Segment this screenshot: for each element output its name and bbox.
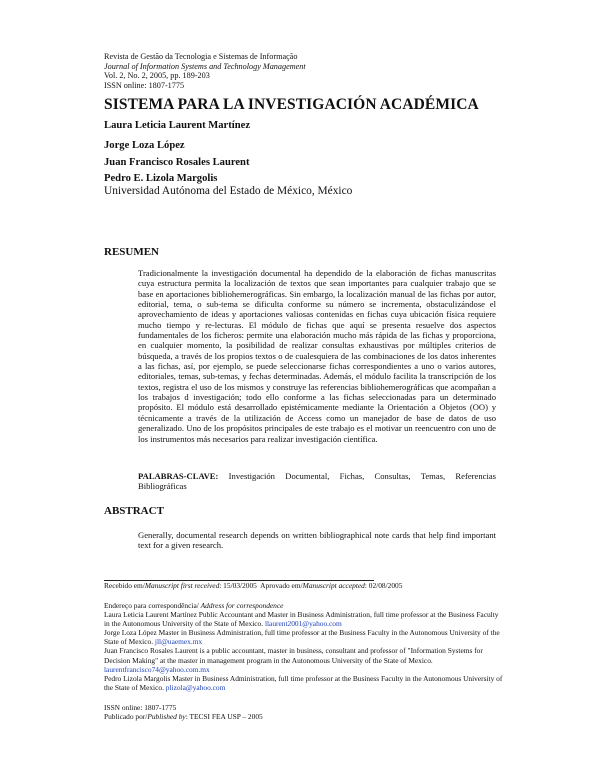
email-link[interactable]: plizola@yahoo.com <box>165 682 226 692</box>
published-by <box>104 712 504 721</box>
author-note-text: Pedro Lizola Margolis Master in Business Administration, full time professor at the Business Faculty in the Autonomous University of the State of Mexico. <box>104 673 503 692</box>
email-link[interactable]: laurentfrancisco74@yahoo.com.mx <box>104 664 210 674</box>
received-date: : 15/03/2005 <box>219 581 257 590</box>
resumen-text: Tradicionalmente la investigación documental ha dependido de la elaboración de fichas manuscritas cuya estructura permita la localización de textos que sean importantes para cualquier trabajo que se base en aportaciones bibliohemerográficas. Sin embargo, la localización manual de las fichas por autor, editorial, tema, o sub-tema se dificulta conforme su número se incrementa, obstaculizándose el aprovechamiento de ideas y aportaciones valiosas contenidas en fichas cuya ubicación física requiere mucho tiempo y re-lecturas. El módulo de fichas que aquí se presenta resuelve dos aspectos fundamentales de los ficheros: permite una elaboración mucho más rápida de las fichas y proporciona, en cualquier momento, la posibilidad de realizar consultas exhaustivas por múltiples criterios de búsqueda, a través de los propios textos o de cualesquiera de las combinaciones de los datos inherentes a las fichas, así, por ejemplo, se puede seleccionarse fichas correspondientes a uno o varios autores, editoriales, temas, sub-temas, y fechas determinadas. Además, el módulo facilita la transcripción de los textos, registra el uso de los mismos y construye las referencias bibliohemerográficas que acompañan a los trabajos d investigación; todo ello conforme a las fichas seleccionadas para un determinado propósito. El módulo está desarrollado epistémicamente mediante la Orientación a Objetos (OO) y técnicamente a través de la utilización de Access como un manejador de base de datos de uso generalizado. Uno de los propósitos principales de este trabajo es el motivar un reencuentro con uno de los instrumentos más necesarios para realizar investigación científica. <box>138 268 496 444</box>
keywords-list: Investigación Documental, Fichas, Consultas, Temas, Referencias Bibliográficas <box>138 471 496 492</box>
author-name: Juan Francisco Rosales Laurent <box>104 157 250 168</box>
resumen-heading: RESUMEN <box>104 246 160 258</box>
correspondence-block <box>104 601 504 692</box>
accepted-label: Aprovado em/ <box>260 581 303 590</box>
journal-header <box>104 52 306 90</box>
author-note <box>104 646 504 673</box>
affiliation: Universidad Autónoma del Estado de México, México <box>104 185 353 197</box>
author-note <box>104 610 504 628</box>
keywords-label: PALABRAS-CLAVE: <box>138 471 219 481</box>
address-label: Endereço para correspondência/ <box>104 601 201 610</box>
author-name: Jorge Loza López <box>104 140 185 151</box>
address-heading <box>104 601 504 610</box>
journal-name-en: Journal of Information Systems and Technology Management <box>104 61 306 71</box>
accepted-label-en: Manuscript accepted <box>302 581 365 590</box>
author-note-text: Jorge Loza López Master in Business Administration, full time professor at the Business Faculty in the Autonomous University of the State of Mexico. <box>104 628 500 647</box>
author-note <box>104 674 504 692</box>
author-note <box>104 628 504 646</box>
published-label: Publicado por/ <box>104 712 148 722</box>
accepted-date: : 02/08/2005 <box>364 581 403 590</box>
abstract-heading: ABSTRACT <box>104 505 164 517</box>
email-link[interactable]: llaurent2001@yahoo.com <box>264 619 342 629</box>
author-name: Laura Leticia Laurent Martínez <box>104 120 251 131</box>
publisher: : TECSI FEA USP – 2005 <box>185 712 263 722</box>
received-label: Recebido em/ <box>104 581 145 590</box>
email-link[interactable]: jll@uaemex.mx <box>154 637 203 647</box>
author-note-text: Juan Francisco Rosales Laurent is a public accountant, master in business, consultant and professor of "Information Systems for Decision Making" at the master in management program in the Autonomous University of the State of Mexico. <box>104 646 483 665</box>
published-label-en: Published by <box>147 712 186 722</box>
journal-issn: ISSN online: 1807-1775 <box>104 80 185 90</box>
journal-volume: Vol. 2, No. 2, 2005, pp. 189-203 <box>104 71 210 81</box>
address-label-en: Address for correspondence <box>200 601 284 610</box>
received-accepted-dates <box>104 581 504 590</box>
footer-issn: ISSN online: 1807-1775 <box>104 703 177 712</box>
paper-title: SISTEMA PARA LA INVESTIGACIÓN ACADÉMICA <box>104 96 479 113</box>
journal-name-pt: Revista de Gestão da Tecnologia e Sistemas de Informação <box>104 52 298 61</box>
keywords <box>138 471 496 492</box>
publication-info <box>104 703 504 721</box>
received-label-en: Manuscript first received <box>144 581 220 590</box>
abstract-text: Generally, documental research depends on written bibliographical note cards that help find important text for a given research. <box>138 530 496 551</box>
author-name: Pedro E. Lizola Margolis <box>104 173 218 184</box>
author-note-text: Laura Leticia Laurent Martínez Public Accountant and Master in Business Administration, full time professor at the Business Faculty in the Autonomous University of the State of Mexico. <box>104 610 499 629</box>
